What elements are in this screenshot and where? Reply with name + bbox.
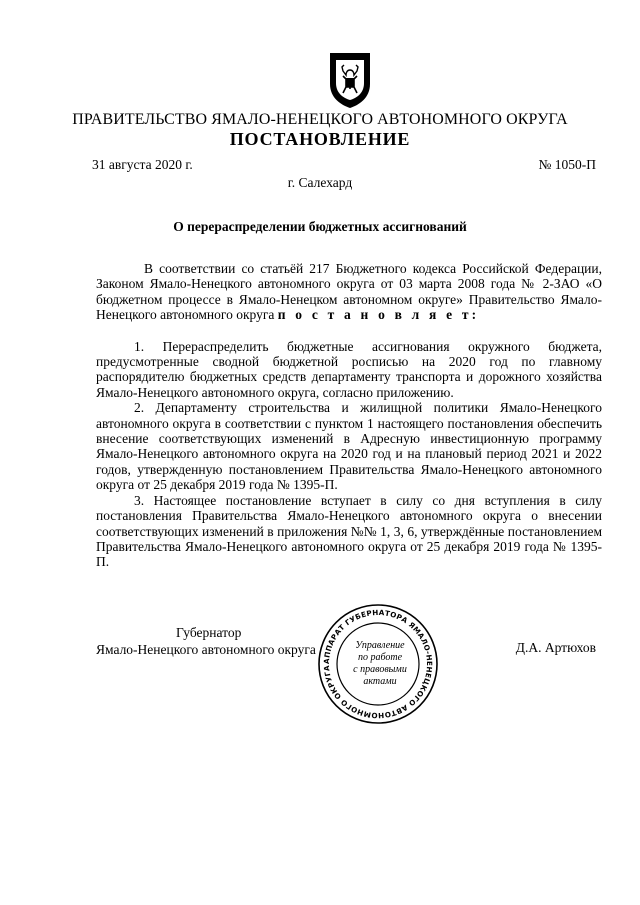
preamble-text: В соответствии со статьёй 217 Бюджетного кодекса Российской Федерации, Законом Ямало-Ненецкого автономного округа от 03 марта 2008 года № 2-ЗАО «О бюджетном процессе в Ямало-Ненецком автономном округе» Правительство Ямало-Ненецкого автономного округа	[96, 261, 602, 323]
document-city: г. Салехард	[287, 175, 353, 190]
signatory-title-line1: Губернатор	[176, 625, 242, 640]
document-subject: О перераспределении бюджетных ассигнований	[173, 219, 467, 234]
stamp-line-4: актами	[363, 676, 397, 687]
official-stamp	[316, 602, 440, 726]
stamp-ring-text: АППАРАТ ГУБЕРНАТОРА ЯМАЛО-НЕНЕЦКОГО АВТОНОМНОГО ОКРУГА	[321, 607, 435, 721]
stamp-line-1: Управление	[355, 640, 405, 651]
decree-word: п о с т а н о в л я е т:	[277, 307, 480, 323]
item-3: 3. Настоящее постановление вступает в силу со дня вступления в силу постановления Правительства Ямало-Ненецкого автономного округа о внесении соответствующих изменений в приложения №№ 1, 3, 6, утверждённые постановлением Правительства Ямало-Ненецкого автономного округа от 25 декабря 2019 года № 1395-П.	[96, 492, 602, 570]
stamp-line-3: с правовыми	[353, 664, 407, 675]
document-number: № 1050-П	[538, 157, 596, 172]
signatory-title	[96, 624, 316, 658]
item-2: 2. Департаменту строительства и жилищной политики Ямало-Ненецкого автономного округа в соответствии с пунктом 1 настоящего постановления обеспечить внесение соответствующих изменений в Адресную инвестиционную программу Ямало-Ненецкого автономного округа на 2020 год и на плановый период 2021 и 2022 годов, утвержденную постановлением Правительства Ямало-Ненецкого автономного округа от 25 декабря 2019 года № 1395-П.	[96, 400, 602, 493]
preamble	[96, 261, 602, 323]
signatory-title-line2: Ямало-Ненецкого автономного округа	[96, 642, 316, 657]
signatory-name: Д.А. Артюхов	[515, 640, 596, 655]
government-title: ПРАВИТЕЛЬСТВО ЯМАЛО-НЕНЕЦКОГО АВТОНОМНОГО ОКРУГА	[72, 111, 568, 128]
document-date: 31 августа 2020 г.	[92, 157, 193, 172]
stamp-line-2: по работе	[357, 652, 403, 663]
item-1: 1. Перераспределить бюджетные ассигнования окружного бюджета, предусмотренные сводной бюджетной росписью на 2020 год по главному распорядителю бюджетных средств департаменту транспорта и дорожного хозяйства Ямало-Ненецкого автономного округа, согласно приложению.	[96, 338, 602, 400]
document-type: ПОСТАНОВЛЕНИЕ	[229, 129, 411, 149]
coat-of-arms-icon	[326, 50, 374, 110]
document-body	[96, 261, 602, 570]
